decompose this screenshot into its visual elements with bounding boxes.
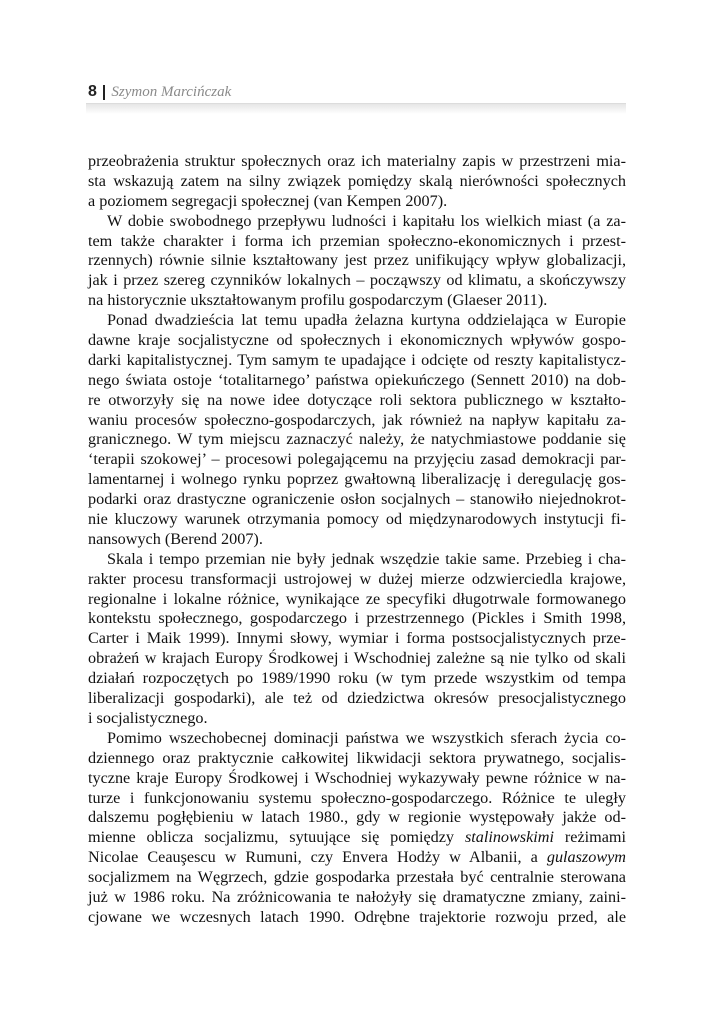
text-line: już w 1986 roku. Na zróżnicowania te nałożyły się dramatyczne zmiany, zaini- xyxy=(88,887,626,906)
text-line: tyczne kraje Europy Środkowej i Wschodniej wykazywały pewne różnice w na- xyxy=(88,768,626,787)
italic-term: stalinowskimi xyxy=(464,828,554,847)
text-line: rakter procesu transformacji ustrojowej w dużej mierze odzwierciedla krajowe, xyxy=(88,569,626,588)
text-line: nego świata ostoje ‘totalitarnego’ państwa opiekuńczego (Sennett 2010) na dob- xyxy=(88,370,626,389)
text-line: tem także charakter i forma ich przemian społeczno-ekonomicznych i przest- xyxy=(88,231,626,250)
text-line: działań rozpoczętych po 1989/1990 roku (w tym przede wszystkim od tempa xyxy=(88,669,626,688)
text-line: Carter i Maik 1999). Innymi słowy, wymiar i forma postsocjalistycznych prze- xyxy=(88,629,626,648)
text-line xyxy=(88,828,626,848)
text-segment: reżimami xyxy=(553,828,627,847)
text-line: a poziomem segregacji społecznej (van Kempen 2007). xyxy=(88,191,448,210)
header-author: Szymon Marcińczak xyxy=(111,83,232,100)
page-number: 8 xyxy=(88,83,97,100)
text-line: socjalizmem na Węgrzech, gdzie gospodarka przestała być centralnie sterowana xyxy=(88,868,626,887)
paragraph xyxy=(88,729,626,928)
text-line: lamentarnej i wolnego rynku poprzez gwałtowną liberalizację i deregulację gos- xyxy=(88,470,626,489)
text-line: jak i przez szereg czynników lokalnych – począwszy od klimatu, a skończywszy xyxy=(88,271,626,290)
text-line: dawne kraje socjalistyczne od społecznych i ekonomicznych wpływów gospo- xyxy=(88,331,626,350)
header-rule xyxy=(86,103,626,114)
text-line: nie kluczowy warunek otrzymania pomocy od międzynarodowych instytucji fi- xyxy=(88,510,626,529)
text-line: dziennego oraz praktycznie całkowitej likwidacji sektora prywatnego, socjalis- xyxy=(88,748,626,767)
text-line: obrażeń w krajach Europy Środkowej i Wschodniej zależne są nie tylko od skali xyxy=(88,649,626,668)
text-line: sta wskazują zatem na silny związek pomiędzy skalą nierówności społecznych xyxy=(88,171,626,190)
text-line: waniu procesów społeczno-gospodarczych, jak również na napływ kapitału za- xyxy=(88,410,626,429)
header-divider xyxy=(103,85,106,100)
text-line: Pomimo wszechobecnej dominacji państwa we wszystkich sferach życia co- xyxy=(107,728,626,747)
text-line: podarki oraz drastyczne ograniczenie osłon socjalnych – stanowiło niejednokrot- xyxy=(88,490,626,509)
text-line: na historycznie ukształtowanym profilu gospodarczym (Glaeser 2011). xyxy=(88,291,548,310)
text-line: cjowane we wczesnych latach 1990. Odrębne trajektorie rozwoju przed, ale xyxy=(88,907,626,926)
italic-term: gulaszowym xyxy=(546,848,626,867)
text-line: granicznego. W tym miejscu zaznaczyć należy, że natychmiastowe poddanie się xyxy=(88,430,626,449)
text-line: dalszemu pogłębieniu w latach 1980., gdy w regionie występowały jakże od- xyxy=(88,808,626,827)
paragraph xyxy=(88,152,626,212)
text-line: nansowych (Berend 2007). xyxy=(88,529,263,548)
body-text xyxy=(88,152,626,928)
text-line: darki kapitalistycznej. Tym samym te upadające i odcięte od reszty kapitalistycz- xyxy=(88,350,626,369)
text-line: liberalizacji gospodarki), ale też od dziedzictwa okresów presocjalistycznego xyxy=(88,689,626,708)
text-line: kontekstu społecznego, gospodarczego i przestrzennego (Pickles i Smith 1998, xyxy=(88,609,626,628)
text-line: Ponad dwadzieścia lat temu upadła żelazna kurtyna oddzielająca w Europie xyxy=(107,311,626,330)
text-segment: mienne oblicza socjalizmu, sytuujące się pomiędzy xyxy=(88,828,465,847)
text-line: ‘terapii szokowej’ – procesowi polegającemu na przyjęciu zasad demokracji par- xyxy=(88,450,626,469)
text-line: i socjalistycznego. xyxy=(88,708,208,727)
text-line: W dobie swobodnego przepływu ludności i kapitału los wielkich miast (a za- xyxy=(107,211,626,230)
text-segment: Nicolae Ceauşescu w Rumuni, czy Envera Hodży w Albanii, a xyxy=(88,848,547,867)
text-line: przeobrażenia struktur społecznych oraz ich materialny zapis w przestrzeni mia- xyxy=(88,152,626,170)
paragraph xyxy=(88,311,626,550)
text-line xyxy=(88,848,626,868)
text-line: re otworzyły się na nowe idee dotyczące roli sektora publicznego w kształto- xyxy=(88,390,626,409)
running-header xyxy=(88,82,231,102)
text-line: regionalne i lokalne różnice, wynikające ze specyfiki długotrwale formowanego xyxy=(88,589,626,608)
text-line: Skala i tempo przemian nie były jednak wszędzie takie same. Przebieg i cha- xyxy=(107,549,626,568)
paragraph xyxy=(88,212,626,311)
text-line: turze i funkcjonowaniu systemu społeczno-gospodarczego. Różnice te uległy xyxy=(88,788,626,807)
paragraph xyxy=(88,550,626,729)
text-line: rzennych) równie silnie kształtowany jest przez unifikujący wpływ globalizacji, xyxy=(88,251,626,270)
